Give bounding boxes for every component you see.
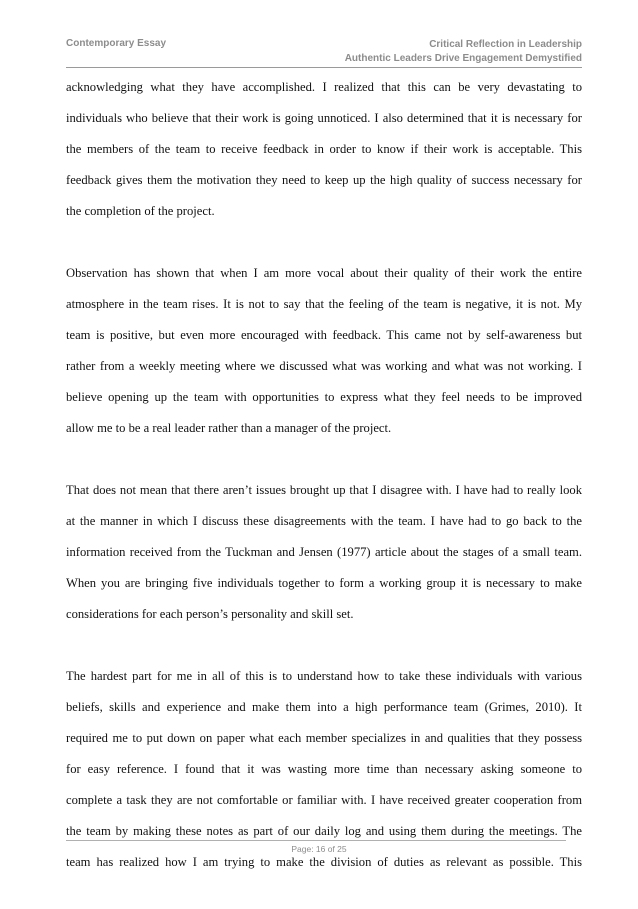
text-line: rather from a weekly meeting where we discussed what was working and what was not working. I: [66, 359, 582, 373]
text-line: believe opening up the team with opportunities to express what they feel needs to be improved: [66, 390, 582, 404]
text-line: That does not mean that there aren’t issues brought up that I disagree with. I have had to really look: [66, 483, 582, 497]
text-line: atmosphere in the team rises. It is not to say that the feeling of the team is negative, it is not. My: [66, 297, 582, 311]
text-line: for easy reference. I found that it was wasting more time than necessary asking someone to: [66, 762, 582, 776]
header-right-titles: [345, 38, 582, 66]
text-line: beliefs, skills and experience and make them into a high performance team (Grimes, 2010). It: [66, 700, 582, 714]
text-line: information received from the Tuckman and Jensen (1977) article about the stages of a small team.: [66, 545, 582, 559]
paragraph: [66, 72, 582, 227]
text-line: team has realized how I am trying to make the division of duties as relevant as possible. This: [66, 855, 582, 869]
header-divider: [66, 67, 582, 68]
page-number: Page: 16 of 25: [291, 844, 347, 854]
text-line: team is positive, but even more encouraged with feedback. This came not by self-awareness but: [66, 328, 582, 342]
essay-body: [66, 72, 582, 909]
header-right-line-2: Authentic Leaders Drive Engagement Demystified: [344, 53, 582, 64]
text-line: acknowledging what they have accomplished. I realized that this can be very devastating to: [66, 80, 582, 94]
text-line: the members of the team to receive feedback in order to know if their work is acceptable. This: [66, 142, 582, 156]
text-line: feedback gives them the motivation they need to keep up the high quality of success necessary for: [66, 173, 582, 187]
text-line: required me to put down on paper what each member specializes in and qualities that they possess: [66, 731, 582, 745]
text-line: Observation has shown that when I am more vocal about their quality of their work the entire: [66, 266, 582, 280]
text-line: the team by making these notes as part of our daily log and using them during the meetings. The: [66, 824, 582, 838]
text-line: When you are bringing five individuals together to form a working group it is necessary to make: [66, 576, 582, 590]
footer-divider: [66, 840, 566, 841]
text-line: individuals who believe that their work is going unnoticed. I also determined that it is necessary for: [66, 111, 582, 125]
text-line: considerations for each person’s personality and skill set.: [66, 607, 354, 621]
text-line: The hardest part for me in all of this is to understand how to take these individuals with various: [66, 669, 582, 683]
text-line: the completion of the project.: [66, 204, 215, 218]
text-line: allow me to be a real leader rather than a manager of the project.: [66, 421, 392, 435]
paragraph: [66, 258, 582, 444]
text-line: at the manner in which I discuss these disagreements with the team. I have had to go back to the: [66, 514, 582, 528]
header-left-title: Contemporary Essay: [66, 38, 167, 49]
header-right-line-1: Critical Reflection in Leadership: [429, 39, 582, 50]
paragraph: [66, 475, 582, 630]
text-line: complete a task they are not comfortable or familiar with. I have received greater cooperation from: [66, 793, 582, 807]
